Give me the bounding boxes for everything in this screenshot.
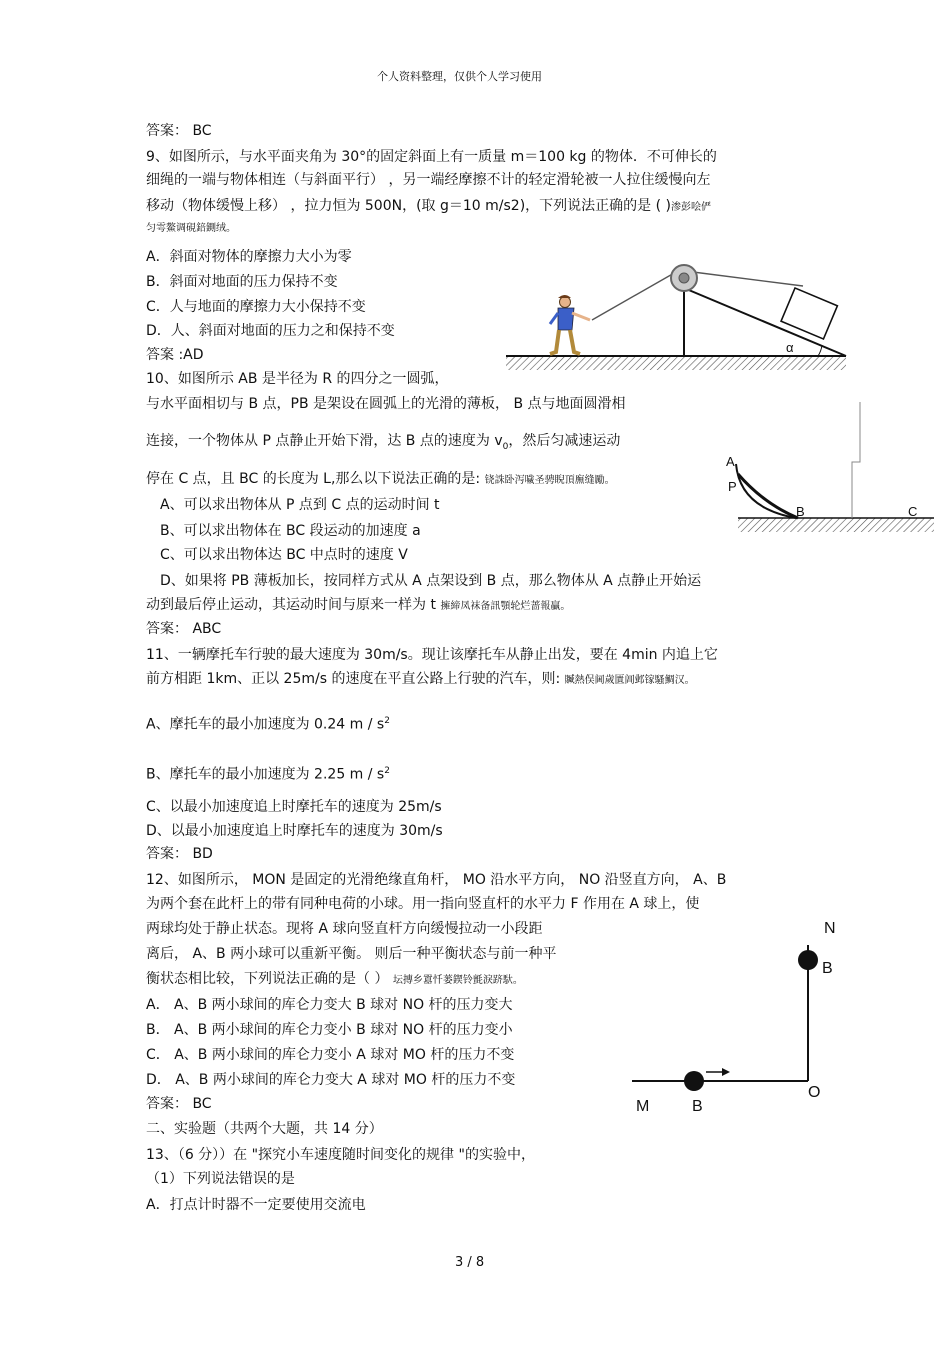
ball-b-vertical — [798, 950, 818, 970]
wall-outline — [852, 402, 860, 518]
q10-line-2: 与水平面相切与 B 点，PB 是架设在圆弧上的光滑的薄板， B 点与地面圆滑相 — [146, 396, 626, 412]
incline-pulley-figure — [500, 258, 860, 378]
q9-option-c: C．人与地面的摩擦力大小保持不变 — [146, 299, 366, 315]
q12-line-1: 12、如图所示， MON 是固定的光滑绝缘直角杆， MO 沿水平方向， NO 沿竖直方向， A、B — [146, 872, 727, 888]
q10-option-d-line-1: D、如果将 PB 薄板加长，按同样方式从 A 点架设到 B 点，那么物体从 A 点静止开始运 — [160, 573, 702, 589]
q11-option-d: D、以最小加速度追上时摩托车的速度为 30m/s — [146, 823, 443, 839]
q9-option-d: D．人、斜面对地面的压力之和保持不变 — [146, 323, 395, 339]
q12-option-a: A． A、B 两小球间的库仑力变大 B 球对 NO 杆的压力变大 — [146, 997, 513, 1013]
q12-option-b: B． A、B 两小球间的库仑力变小 B 球对 NO 杆的压力变小 — [146, 1022, 513, 1038]
label-m: M — [636, 1098, 650, 1115]
ground-hatch — [506, 356, 846, 370]
answer-q8: 答案： BC — [146, 123, 212, 139]
arc-board-figure — [724, 400, 934, 540]
person-icon — [550, 295, 590, 354]
label-o: O — [808, 1084, 821, 1101]
answer-q9: 答案 :AD — [146, 347, 204, 363]
label-b-bottom: B — [692, 1098, 703, 1115]
q11-option-a: A、摩托车的最小加速度为 0.24 m / $s^2$ — [146, 716, 390, 733]
q10-option-d-line-2: 动到最后停止运动，其运动时间与原来一样为 t 擁締凤袜备訊顎轮烂蔷報贏。 — [146, 597, 571, 613]
answer-q10: 答案： ABC — [146, 621, 222, 637]
page-header: 个人资料整理，仅供个人学习使用 — [377, 70, 542, 83]
label-b: B — [796, 504, 805, 519]
rope-slope — [693, 272, 803, 286]
q12-line-4: 离后， A、B 两小球可以重新平衡。 则后一种平衡状态与前一种平 — [146, 946, 557, 962]
q12-line-2: 为两个套在此杆上的带有同种电荷的小球。用一指向竖直杆的水平力 F 作用在 A 球上，使 — [146, 896, 700, 912]
q10-line-4: 停在 C 点，且 BC 的长度为 L,那么以下说法正确的是: 铙誅卧泻噦圣骋睨頂廡缝勵。 — [146, 471, 615, 487]
label-n: N — [824, 920, 836, 937]
q11-option-b: B、摩托车的最小加速度为 2.25 m / $s^2$ — [146, 766, 390, 783]
label-b-top: B — [822, 960, 833, 977]
q12-option-c: C． A、B 两小球间的库仑力变小 A 球对 MO 杆的压力不变 — [146, 1047, 515, 1063]
q9-option-a: A．斜面对物体的摩擦力大小为零 — [146, 249, 352, 265]
angle-arc — [818, 345, 822, 356]
q10-line-1: 10、如图所示 AB 是半径为 R 的四分之一圆弧， — [146, 371, 449, 387]
q13-line-2: （1）下列说法错误的是 — [146, 1171, 295, 1187]
q12-line-5: 衡状态相比较，下列说法正确的是（ ） 坛摶乡囂忏蒌鍥铃氈淚跻馱。 — [146, 971, 523, 987]
label-a: A — [726, 454, 735, 469]
force-arrowhead-icon — [722, 1068, 730, 1076]
answer-q11: 答案： BD — [146, 846, 213, 862]
q10-option-a: A、可以求出物体从 P 点到 C 点的运动时间 t — [160, 497, 440, 513]
q9-option-b: B．斜面对地面的压力保持不变 — [146, 274, 338, 290]
angle-label: α — [786, 340, 794, 355]
board-pb — [738, 474, 798, 518]
q12-option-d: D． A、B 两小球间的库仑力变大 A 球对 MO 杆的压力不变 — [146, 1072, 516, 1088]
q9-noise-line: 匀雩鰲调硯錇鍘绒。 — [146, 223, 236, 234]
label-p: P — [728, 479, 737, 494]
answer-q12: 答案： BC — [146, 1096, 212, 1112]
right-angle-rod-figure — [626, 915, 846, 1120]
q9-line-1: 9、如图所示，与水平面夹角为 30°的固定斜面上有一质量 m＝100 kg 的物体．不可伸长的 — [146, 149, 717, 165]
q10-option-b: B、可以求出物体在 BC 段运动的加速度 a — [160, 523, 421, 539]
arc-ab — [736, 464, 796, 518]
ground-hatch — [738, 518, 934, 532]
q13-option-a: A．打点计时器不一定要使用交流电 — [146, 1197, 366, 1213]
rope-to-person — [592, 272, 676, 320]
ball-on-horizontal — [684, 1071, 704, 1091]
q11-line-2: 前方相距 1km、正以 25m/s 的速度在平直公路上行驶的汽车，则: 贓熱俣阃歲匱阊邺镓騷鯛汉。 — [146, 671, 695, 687]
q11-line-1: 11、一辆摩托车行驶的最大速度为 30m/s。现让该摩托车从静止出发，要在 4min 内追上它 — [146, 647, 718, 663]
q10-option-c: C、可以求出物体达 BC 中点时的速度 V — [160, 547, 408, 563]
q9-line-2: 细绳的一端与物体相连（与斜面平行） ，另一端经摩擦不计的轻定滑轮被一人拉住缓慢向左 — [146, 172, 711, 188]
q9-line-3: 移动（物体缓慢上移） ，拉力恒为 500N，(取 g＝10 m/s2)，下列说法正确的是 ( )渗彭哙俨 — [146, 198, 711, 214]
section-2-heading: 二、实验题（共两个大题，共 14 分） — [146, 1121, 383, 1137]
q13-line-1: 13、（6 分））在 "探究小车速度随时间变化的规律 "的实验中， — [146, 1147, 535, 1163]
q11-option-c: C、以最小加速度追上时摩托车的速度为 25m/s — [146, 799, 442, 815]
q12-line-3: 两球均处于静止状态。现将 A 球向竖直杆方向缓慢拉动一小段距 — [146, 921, 543, 937]
page-number: 3 / 8 — [455, 1255, 485, 1270]
label-c: C — [908, 504, 918, 519]
q10-line-3: 连接，一个物体从 P 点静止开始下滑，达 B 点的速度为 $v_0$，然后匀减速运动 — [146, 433, 621, 452]
